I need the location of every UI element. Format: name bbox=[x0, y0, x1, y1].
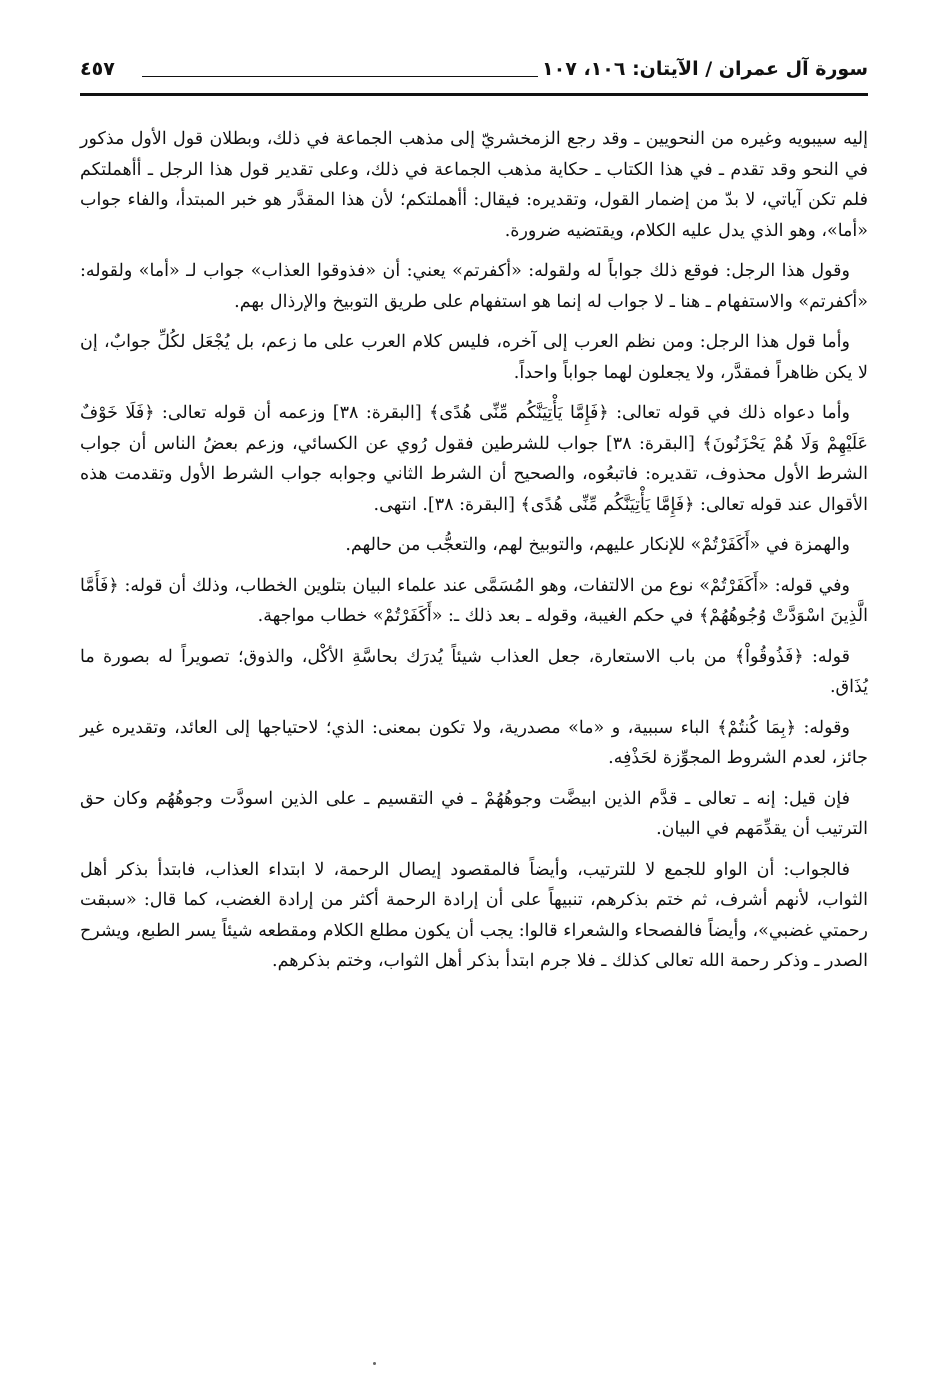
paragraph: وقول هذا الرجل: فوقع ذلك جواباً له ولقوله: «أكفرتم» يعني: أن «فذوقوا العذاب» جواب لـ «أما» ولقوله: «أكفرتم» والاستفهام ـ هنا ـ لا جواب له إنما هو استفهام على طريق التوبيخ والإرذال بهم. bbox=[80, 261, 868, 312]
page-mark bbox=[373, 1362, 376, 1365]
paragraph: وفي قوله: «أَكَفَرْتُمْ» نوع من الالتفات، وهو المُسَمَّى عند علماء البيان بتلوين الخطاب، وذلك أن قوله: ﴿فَأَمَّا الَّذِينَ اسْوَدَّتْ وُجُوهُهُمْ﴾ في حكم الغيبة، وقوله ـ بعد ذلك ـ: «أَكَفَرْتُمْ» خطاب مواجهة. bbox=[80, 575, 868, 626]
page-header bbox=[80, 54, 868, 90]
paragraph: فالجواب: أن الواو للجمع لا للترتيب، وأيضاً فالمقصود إيصال الرحمة، لا ابتداء العذاب، فابتدأ بذكر أهل الثواب، لأنهم أشرف، ثم ختم بذكرهم، تنبيهاً على أن إرادة الرحمة أكثر من إرادة الغضب، كما قال: «سبقت رحمتي غضبي»، وأيضاً فالفصحاء والشعراء قالوا: يجب أن يكون مطلع الكلام ومقطعه شيئاً يسر الطبع، ويشرح الصدر ـ وذكر رحمة الله تعالى كذلك ـ فلا جرم ابتدأ بذكر أهل الثواب، وختم بذكرهم. bbox=[80, 859, 868, 971]
paragraph: وأما قول هذا الرجل: ومن نظم العرب إلى آخره، فليس كلام العرب على ما زعم، بل يُجْعَل لكُلِّ جوابٌ، إن لا يكن ظاهراً فمقدَّر، ولا يجعلون لهما جواباً واحداً. bbox=[80, 332, 868, 383]
header-rule bbox=[80, 93, 868, 96]
running-title: سورة آل عمران / الآيتان: ١٠٦، ١٠٧ bbox=[542, 58, 868, 80]
paragraph: وقوله: ﴿بِمَا كُنتُمْ﴾ الباء سببية، و «ما» مصدرية، ولا تكون بمعنى: الذي؛ لاحتياجها إلى العائد، وتقديره غير جائز، لعدم الشروط المجوِّزة لحَذْفِه. bbox=[80, 717, 868, 768]
header-leader-line bbox=[142, 76, 538, 77]
paragraph: فإن قيل: إنه ـ تعالى ـ قدَّم الذين ابيضَّت وجوهُهُمْ ـ في التقسيم ـ على الذين اسودَّت وجوهُهُم وكان حق الترتيب أن يقدِّمَهم في البيان. bbox=[80, 788, 868, 839]
paragraph: قوله: ﴿فَذُوقُواْ﴾ من باب الاستعارة، جعل العذاب شيئاً يُدرَك بحاسَّةِ الأكْل، والذوق؛ تصويراً له بصورة ما يُذَاق. bbox=[80, 646, 868, 697]
paragraph: والهمزة في «أَكَفَرْتُمْ» للإنكار عليهم، والتوبيخ لهم، والتعجُّب من حالهم. bbox=[345, 535, 850, 555]
page-body bbox=[80, 124, 868, 987]
paragraph: إليه سيبويه وغيره من النحويين ـ وقد رجع الزمخشريّ إلى مذهب الجماعة في ذلك، وبطلان قول الأول مذكور في النحو وقد تقدم ـ في هذا الكتاب ـ حكاية مذهب الجماعة في ذلك، وعلى تقدير قول هذا الرجل ـ أأهملتكم فلم تكن آياتي، لا بدّ من إضمار القول، وتقديره: فيقال: أأهملتكم؛ لأن هذا المقدَّر هو خبر المبتدأ، والفاء جواب «أما»، وهو الذي يدل عليه الكلام، ويقتضيه ضرورة. bbox=[80, 129, 868, 241]
page-number: ٤٥٧ bbox=[80, 58, 115, 80]
paragraph: وأما دعواه ذلك في قوله تعالى: ﴿فَإِمَّا يَأْتِيَنَّكُم مِّنِّى هُدًى﴾ [البقرة: ٣٨] وزعمه أن قوله تعالى: ﴿فَلَا خَوْفٌ عَلَيْهِمْ وَلَا هُمْ يَحْزَنُونَ﴾ [البقرة: ٣٨] جواب للشرطين فقول رُوي عن الكسائي، وزعم بعضُ الناس أن جواب الشرط الأول محذوف، تقديره: فاتبعُوه، والصحيح أن الشرط الثاني وجوابه جواب الشرط الأول وتقدمت هذه الأقوال عند قوله تعالى: ﴿فَإِمَّا يَأْتِيَنَّكُم مِّنِّى هُدًى﴾ [البقرة: ٣٨]. انتهى. bbox=[80, 403, 868, 515]
